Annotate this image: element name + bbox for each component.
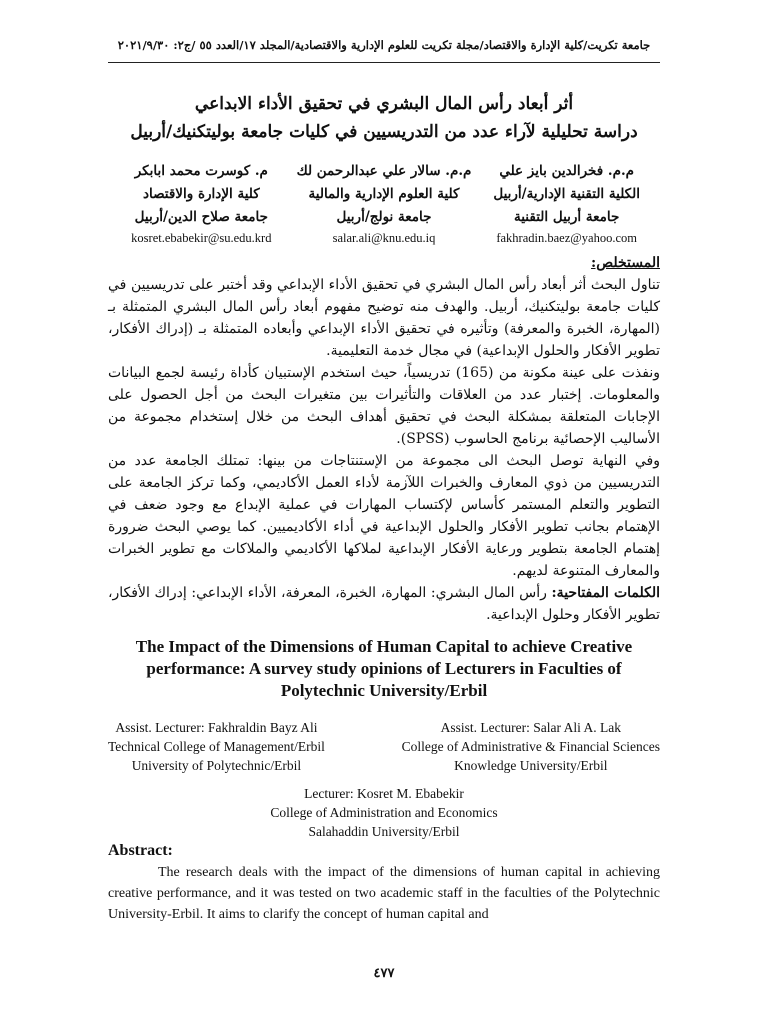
- arabic-abstract-heading: المستخلص:: [591, 255, 660, 271]
- author-college: كلية الإدارة والاقتصاد: [142, 186, 260, 202]
- author-name: Assist. Lecturer: Salar Ali A. Lak: [440, 720, 621, 735]
- arabic-authors: [110, 160, 658, 247]
- author-college: Technical College of Management/Erbil: [108, 739, 325, 754]
- arabic-author-2: [293, 160, 476, 247]
- arabic-abstract: [108, 252, 660, 626]
- keywords-label: الكلمات المفتاحية:: [551, 585, 661, 601]
- author-university: Salahaddin University/Erbil: [308, 824, 460, 839]
- author-name: م.م. سالار علي عبدالرحمن لك: [296, 163, 472, 179]
- english-abstract-text: The research deals with the impact of the dimensions of human capital in achieving creative performance, and it was tested on two academic staff in the faculties of the Polytechnic University-Erbil. It aims to clarify the concept of human capital and: [108, 865, 660, 922]
- author-university: جامعة صلاح الدين/أربيل: [134, 209, 268, 225]
- author-name: م.م. فخرالدين بايز علي: [499, 163, 634, 179]
- arabic-keywords: [108, 582, 660, 626]
- author-college: College of Administrative & Financial Sciences: [401, 739, 660, 754]
- author-college: College of Administration and Economics: [270, 805, 498, 820]
- arabic-abstract-paragraph-2: ونفذت على عينة مكونة من (165) تدريسياً، حيث استخدم الإستبيان كأداة رئيسة لجمع البيانات والمعلومات. إختبار عدد من العلاقات والتأثيرات بين متغيرات البحث من أجل الحصول على الإجابات المتعلقة بمشكلة البحث في تحقيق أهداف البحث من خلال إستخدام مجموعة من الأساليب الإحصائية برنامج الحاسوب (SPSS).: [108, 365, 661, 447]
- author-name: م. كوسرت محمد ابابكر: [134, 163, 268, 179]
- arabic-abstract-paragraph-3: وفي النهاية توصل البحث الى مجموعة من الإستنتاجات من بينها: تمتلك الجامعة عدد من التدريسيين من ذوي المعارف والخبرات اللآزمة لأداء العمل الأكاديمي، وكما تركز الجامعة على التطوير والتعلم المستمر كأساس لإكتساب المهارات في عملية الإبداع مع وجود ضعف في الإهتمام بجانب تطوير الأفكار والحلول الإبداعية في أداء الأكاديميين. كما يوصي البحث ضرورة إهتمام الجامعة بتطوير ورعاية الأفكار الإبداعية لملاكها الأكاديمي والملاكات مع تطوير الخبرات والمعارف المتنوعة لديهم.: [108, 453, 661, 579]
- author-name: Lecturer: Kosret M. Ebabekir: [304, 786, 464, 801]
- arabic-title-line-2: دراسة تحليلية لآراء عدد من التدريسيين في كليات جامعة بوليتكنيك/أربيل: [130, 122, 638, 142]
- author-university: جامعة أربيل التقنية: [514, 209, 620, 225]
- english-author-2: [402, 718, 660, 775]
- author-college: الكلية التقنية الإدارية/أربيل: [493, 186, 640, 202]
- english-authors: [108, 718, 660, 775]
- english-abstract-heading: Abstract:: [108, 842, 173, 859]
- author-email[interactable]: salar.ali@knu.edu.iq: [332, 231, 436, 245]
- english-author-3: [108, 784, 660, 841]
- english-title: The Impact of the Dimensions of Human Capital to achieve Creative performance: A survey study opinions of Lecturers in Faculties of Polytechnic University/Erbil: [135, 637, 633, 700]
- arabic-author-1: [475, 160, 658, 247]
- header-rule: [108, 62, 660, 63]
- author-university: جامعة نولج/أربيل: [336, 209, 432, 225]
- author-name: Assist. Lecturer: Fakhraldin Bayz Ali: [115, 720, 318, 735]
- page-number: ٤٧٧: [373, 966, 395, 981]
- running-head: جامعة تكريت/كلية الإدارة والاقتصاد/مجلة تكريت للعلوم الإدارية والاقتصادية/المجلد ١٧/العدد ٥٥ /ج٢: ٢٠٢١/٩/٣٠: [117, 38, 651, 52]
- english-author-1: [108, 718, 325, 775]
- keywords-text: رأس المال البشري: المهارة، الخبرة، المعرفة، الأداء الإبداعي: إدراك الأفكار، تطوير الأفكار وحلول الإبداعية.: [108, 585, 660, 623]
- author-college: كلية العلوم الإدارية والمالية: [308, 186, 460, 202]
- author-university: University of Polytechnic/Erbil: [131, 758, 302, 773]
- author-email[interactable]: kosret.ebabekir@su.edu.krd: [131, 231, 272, 245]
- arabic-title-line-1: أثر أبعاد رأس المال البشري في تحقيق الأداء الابداعي: [194, 94, 574, 114]
- arabic-abstract-paragraph-1: تناول البحث أثر أبعاد رأس المال البشري في تحقيق الأداء الإبداعي وقد أختبر على تدريسيين في كليات جامعة بوليتكنيك، أربيل. والهدف منه توضيح مفهوم أبعاد رأس المال البشري المتمثلة بـ (المهارة، الخبرة والمعرفة) وتأثيره في تحقيق الأداء الإبداعي وأبعاده المتمثلة بـ (إدراك الأفكار، تطوير الأفكار والحلول الإبداعية) في مجال خدمة التعليمية.: [108, 277, 660, 359]
- author-email[interactable]: fakhradin.baez@yahoo.com: [496, 231, 637, 245]
- author-university: Knowledge University/Erbil: [454, 758, 608, 773]
- arabic-author-3: [110, 160, 293, 247]
